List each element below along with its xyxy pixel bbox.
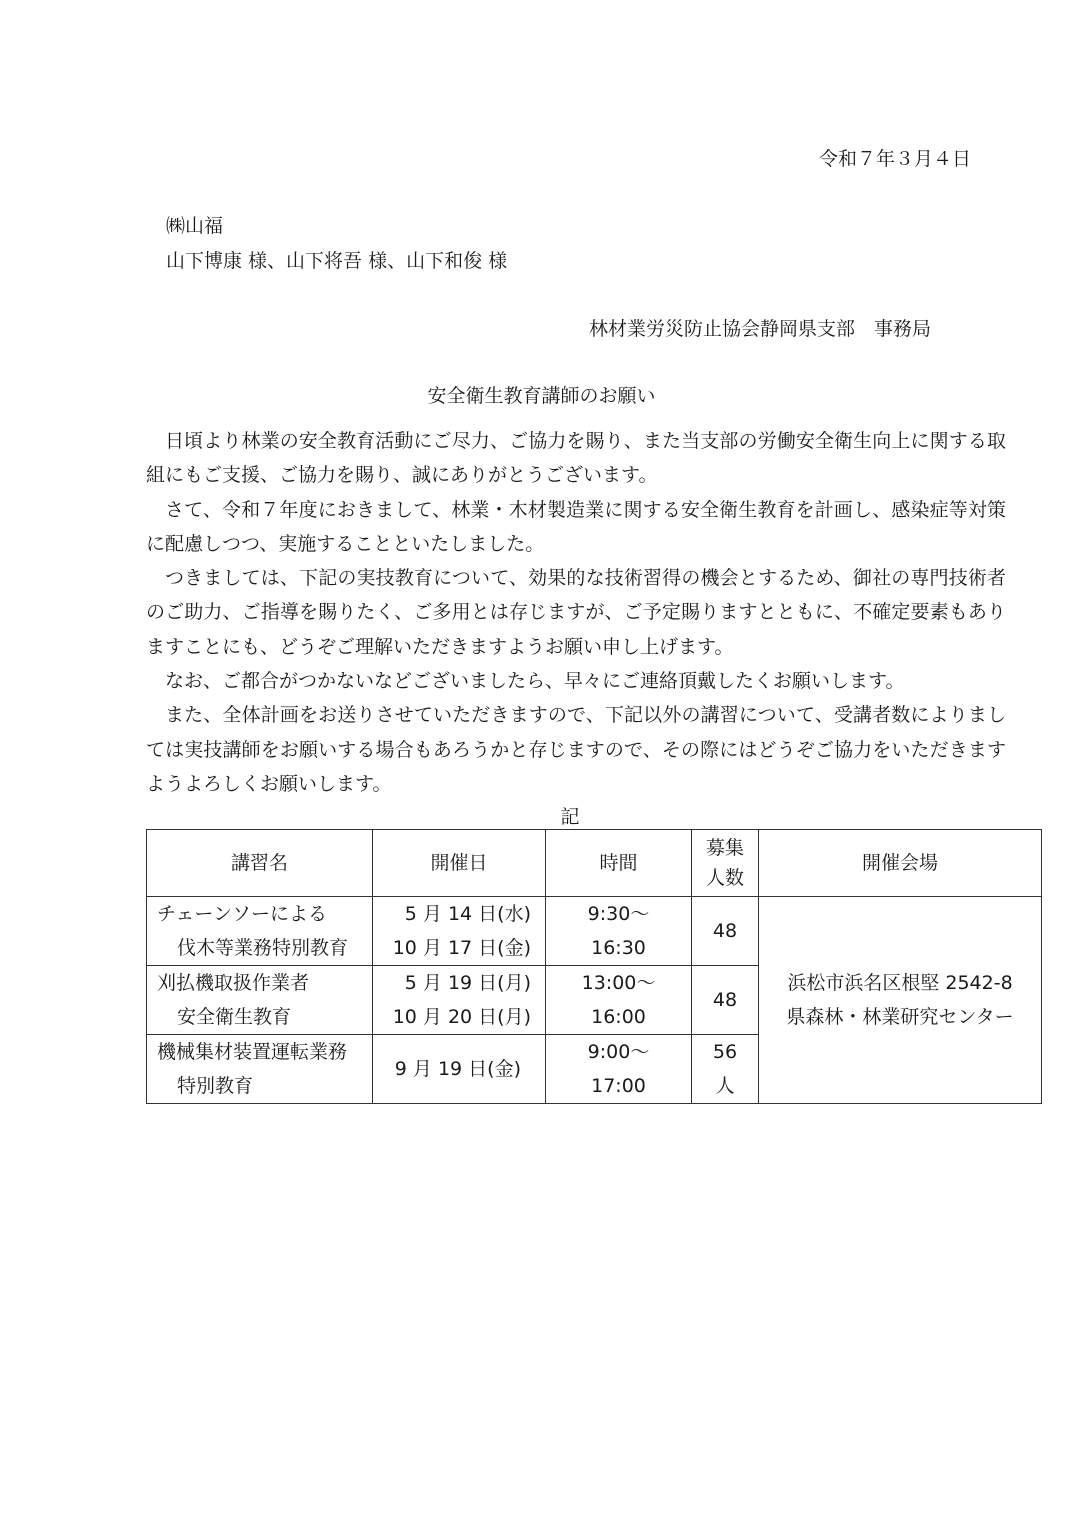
course-capacity-value: 56 [712,1041,738,1063]
course-name-line1: 機械集材装置運転業務 [157,1041,348,1063]
course-time-start: 9:30～ [587,903,650,925]
sender-organization: 林材業労災防止協会静岡県支部 事務局 [588,318,931,340]
header-capacity-line2: 人数 [705,867,744,889]
course-time-end: 17:00 [591,1075,646,1097]
table-header-row [147,830,1042,897]
course-time [546,1035,692,1104]
header-capacity-line1: 募集 [705,837,744,859]
course-name [147,966,373,1035]
course-name-line2: 安全衛生教育 [177,1006,292,1028]
course-name-line2: 伐木等業務特別教育 [177,937,349,959]
header-date: 開催日 [373,830,546,897]
recipient-names: 山下博康 様、山下将吾 様、山下和俊 様 [166,250,508,272]
course-dates [373,897,546,966]
course-date-line2: 10 月 20 日(月) [392,1006,531,1028]
course-capacity-unit: 人 [715,1075,735,1097]
venue-cell [759,897,1042,1104]
course-dates [373,966,546,1035]
course-date-line2: 10 月 17 日(金) [392,937,531,959]
course-name-line2: 特別教育 [177,1075,254,1097]
header-venue: 開催会場 [759,830,1042,897]
paragraph-request: つきましては、下記の実技教育について、効果的な技術習得の機会とするため、御社の専門技術者のご助力、ご指導を賜りたく、ご多用とは存じますが、ご予定賜りますとともに、不確定要素もありますことにも、どうぞご理解いただきますようお願い申し上げます。 [146,567,1006,658]
course-capacity [692,1035,759,1104]
header-course: 講習名 [147,830,373,897]
course-date-line1: 9 月 19 日(金) [394,1058,521,1080]
paragraph-greeting: 日頃より林業の安全教育活動にご尽力、ご協力を賜り、また当支部の労働安全衛生向上に関する取組にもご支援、ご協力を賜り、誠にありがとうございます。 [146,430,1006,487]
course-capacity [692,966,759,1035]
course-time-start: 9:00～ [587,1041,650,1063]
course-capacity-value: 48 [712,989,738,1011]
course-date-line1: 5 月 14 日(水) [404,903,531,925]
course-name-line1: チェーンソーによる [157,903,328,925]
course-capacity [692,897,759,966]
course-name [147,897,373,966]
document-title: 安全衛生教育講師のお願い [427,385,656,407]
course-schedule-table [146,829,1042,1104]
course-name [147,1035,373,1104]
venue-facility: 県森林・林業研究センター [786,1006,1014,1028]
course-time-end: 16:30 [591,937,646,959]
course-time-start: 13:00～ [581,972,656,994]
venue-address: 浜松市浜名区根堅 2542-8 [787,972,1013,994]
letter-body [146,424,1006,801]
paragraph-contact: なお、ご都合がつかないなどございましたら、早々にご連絡頂戴したくお願いします。 [165,670,905,693]
document-date: 令和７年３月４日 [818,148,971,170]
course-capacity-value: 48 [712,920,738,942]
header-capacity [692,830,759,897]
course-name-line1: 刈払機取扱作業者 [157,972,310,994]
course-time [546,966,692,1035]
course-time-end: 16:00 [591,1006,646,1028]
paragraph-plan: さて、令和７年度におきまして、林業・木材製造業に関する安全衛生教育を計画し、感染症等対策に配慮しつつ、実施することといたしました。 [146,498,1006,555]
course-dates [373,1035,546,1104]
table-row [147,897,1042,966]
course-time [546,897,692,966]
course-date-line1: 5 月 19 日(月) [404,972,531,994]
ki-heading: 記 [560,806,580,828]
recipient-company: ㈱山福 [166,215,224,237]
header-time: 時間 [546,830,692,897]
paragraph-overall-plan: また、全体計画をお送りさせていただきますので、下記以外の講習について、受講者数によりましては実技講師をお願いする場合もあろうかと存じますので、その際にはどうぞご協力をいただきますようよろしくお願いします。 [146,704,1006,795]
